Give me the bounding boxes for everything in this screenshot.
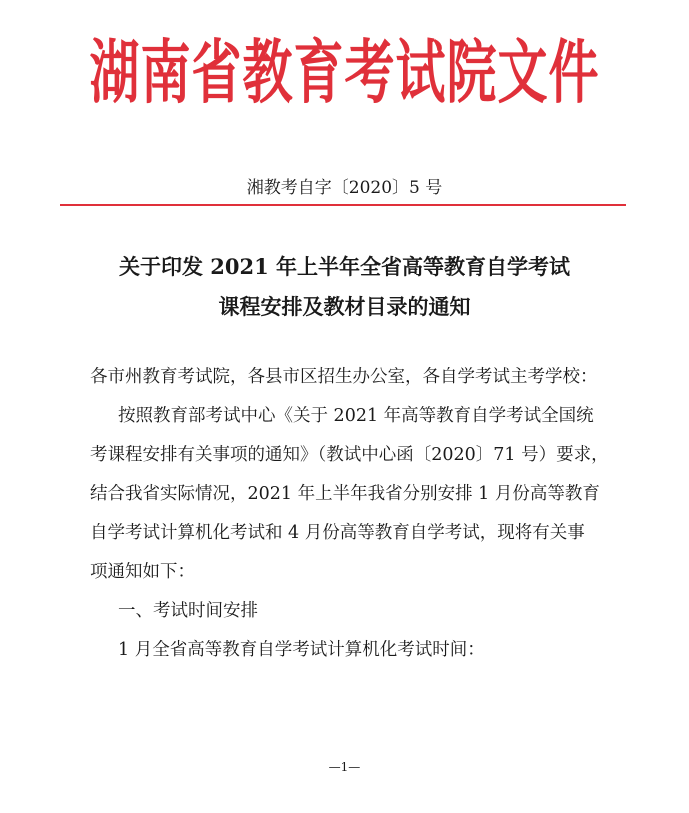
paragraph-line-2: 考课程安排有关事项的通知》（教试中心函〔2020〕71 号）要求，: [90, 445, 609, 465]
section-heading: 一、考试时间安排: [118, 601, 258, 621]
paragraph-line-3: 结合我省实际情况，2021 年上半年我省分别安排 1 月份高等教育: [90, 484, 600, 504]
document-number: 湘教考自字〔2020〕5 号: [246, 178, 443, 198]
document-header-title: 湖南省教育考试院文件: [89, 32, 600, 113]
red-divider: [60, 204, 626, 206]
recipients-line: 各市州教育考试院，各县市区招生办公室，各自学考试主考学校：: [90, 367, 598, 387]
paragraph-line-5: 项通知如下：: [90, 562, 195, 582]
notice-title-line-1: 关于印发 2021 年上半年全省高等教育自学考试: [118, 254, 571, 279]
notice-title-line-2: 课程安排及教材目录的通知: [218, 294, 471, 319]
page-number: —1—: [328, 760, 361, 774]
section-text: 1 月全省高等教育自学考试计算机化考试时间：: [118, 640, 485, 660]
paragraph-line-4: 自学考试计算机化考试和 4 月份高等教育自学考试，现将有关事: [90, 523, 585, 543]
paragraph-line-1: 按照教育部考试中心《关于 2021 年高等教育自学考试全国统: [118, 406, 594, 426]
